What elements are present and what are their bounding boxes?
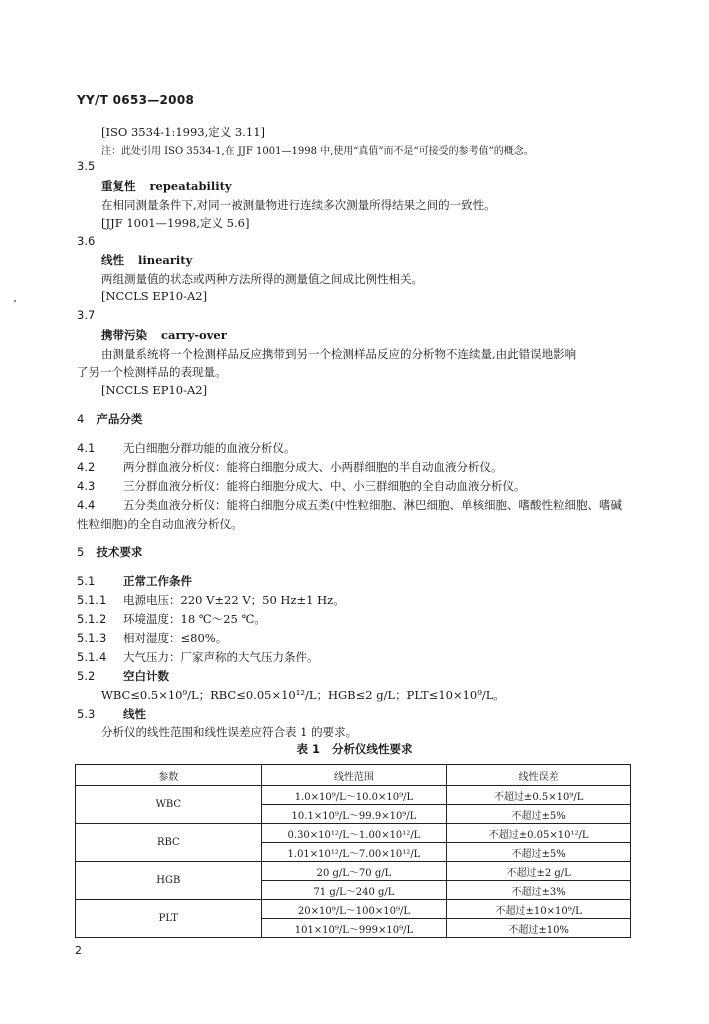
term-number: 3.7: [77, 308, 96, 322]
table-header-cell: 线性误差: [447, 765, 631, 786]
clause-text: 环境温度：18 ℃～25 ℃。: [123, 612, 266, 626]
term-zh: 重复性: [101, 179, 136, 193]
linearity-text: 分析仪的线性范围和线性误差应符合表 1 的要求。: [101, 725, 358, 739]
subsection-heading: [77, 706, 146, 722]
term-source: [NCCLS EP10-A2]: [101, 289, 208, 303]
section-heading: [77, 411, 142, 427]
term-zh: 线性: [101, 253, 124, 267]
term-source: [JJF 1001—1998,定义 5.6]: [101, 216, 250, 230]
range-cell: 20×10⁹/L～100×10⁹/L: [261, 900, 447, 919]
clause-number: 5.1: [77, 574, 96, 588]
clause-text: 电源电压：220 V±22 V；50 Hz±1 Hz。: [123, 593, 345, 607]
clause-number: 4.3: [77, 479, 96, 493]
term-heading: [101, 178, 232, 194]
table-row: [76, 862, 631, 881]
clause: [77, 649, 319, 665]
term-definition: 两组测量值的状态或两种方法所得的测量值之间成比例性相关。: [101, 272, 423, 286]
error-cell: 不超过±10×10⁹/L: [447, 900, 631, 919]
range-cell: 10.1×10⁹/L～99.9×10⁹/L: [261, 805, 447, 824]
clause: [77, 478, 526, 494]
term-en: linearity: [138, 253, 193, 267]
clause: [77, 440, 296, 456]
subsection-title: 线性: [123, 707, 146, 721]
clause-text: 相对湿度：≤80%。: [123, 631, 228, 645]
error-cell: 不超过±10%: [447, 919, 631, 938]
clause-number: 5.2: [77, 669, 96, 683]
param-cell: RBC: [76, 824, 262, 862]
subsection-title: 正常工作条件: [123, 574, 192, 588]
linearity-table: [75, 764, 631, 938]
term-number: 3.5: [77, 159, 96, 173]
clause-number: 5.1.1: [77, 593, 107, 607]
standard-number: YY/T 0653—2008: [77, 93, 195, 107]
param-cell: HGB: [76, 862, 262, 900]
error-cell: 不超过±0.5×10⁹/L: [447, 786, 631, 805]
term-definition: 在相同测量条件下,对同一被测量物进行连续多次测量所得结果之间的一致性。: [101, 198, 496, 212]
table-header-cell: 参数: [76, 765, 262, 786]
table-caption-number: 表 1: [296, 742, 320, 756]
error-cell: 不超过±0.05×10¹²/L: [447, 824, 631, 843]
range-cell: 0.30×10¹²/L～1.00×10¹²/L: [261, 824, 447, 843]
clause: [77, 459, 503, 475]
section-title: 技术要求: [96, 545, 143, 559]
range-cell: 101×10⁹/L～999×10⁹/L: [261, 919, 447, 938]
clause-number: 4.4: [77, 498, 96, 512]
clause: [77, 592, 345, 608]
page-number: 2: [75, 944, 82, 957]
term-source: [NCCLS EP10-A2]: [101, 383, 208, 397]
error-cell: 不超过±5%: [447, 805, 631, 824]
term-en: carry-over: [161, 328, 227, 342]
table-row: [76, 824, 631, 843]
table-header-row: [76, 765, 631, 786]
clause: [77, 611, 266, 627]
error-cell: 不超过±2 g/L: [447, 862, 631, 881]
clause-number: 5.1.3: [77, 631, 107, 645]
section-heading: [77, 544, 142, 560]
clause-number: 5.3: [77, 707, 96, 721]
subsection-heading: [77, 668, 169, 684]
blank-count-limits: WBC≤0.5×10⁹/L；RBC≤0.05×10¹²/L；HGB≤2 g/L；PLT≤10×10⁹/L。: [101, 688, 505, 702]
clause-number: 5.1.2: [77, 612, 107, 626]
error-cell: 不超过±3%: [447, 881, 631, 900]
subsection-title: 空白计数: [123, 669, 169, 683]
clause-text: 三分群血液分析仪：能将白细胞分成大、中、小三群细胞的全自动血液分析仪。: [123, 479, 526, 493]
subsection-heading: [77, 573, 192, 589]
term-heading: [101, 252, 192, 268]
table-row: [76, 900, 631, 919]
reference-note: 注：此处引用 ISO 3534-1,在 JJF 1001—1998 中,使用“真值”而不是“可接受的参考值”的概念。: [101, 146, 534, 157]
clause-text-cont: 性粒细胞)的全自动血液分析仪。: [77, 517, 243, 531]
clause-number: 5.1.4: [77, 650, 107, 664]
iso-reference: [ISO 3534-1:1993,定义 3.11]: [101, 125, 266, 139]
clause: [77, 630, 227, 646]
section-number: 4: [77, 412, 85, 426]
clause-text: 大气压力：厂家声称的大气压力条件。: [123, 650, 319, 664]
term-number: 3.6: [77, 234, 96, 248]
range-cell: 1.0×10⁹/L～10.0×10⁹/L: [261, 786, 447, 805]
term-zh: 携带污染: [101, 328, 147, 342]
table-caption: [0, 741, 709, 757]
param-cell: PLT: [76, 900, 262, 938]
range-cell: 1.01×10¹²/L～7.00×10¹²/L: [261, 843, 447, 862]
error-cell: 不超过±5%: [447, 843, 631, 862]
clause-number: 4.2: [77, 460, 96, 474]
table-header-cell: 线性范围: [261, 765, 447, 786]
clause-number: 4.1: [77, 441, 96, 455]
scan-speck: [14, 300, 16, 302]
term-en: repeatability: [149, 179, 232, 193]
term-definition: 由测量系统将一个检测样品反应携带到另一个检测样品反应的分析物不连续量,由此错误地影响: [101, 347, 577, 361]
term-definition-cont: 了另一个检测样品的表现量。: [77, 365, 227, 379]
section-number: 5: [77, 545, 85, 559]
range-cell: 20 g/L～70 g/L: [261, 862, 447, 881]
clause-text: 两分群血液分析仪：能将白细胞分成大、小两群细胞的半自动血液分析仪。: [123, 460, 503, 474]
clause-text: 无白细胞分群功能的血液分析仪。: [123, 441, 296, 455]
param-cell: WBC: [76, 786, 262, 824]
section-title: 产品分类: [96, 412, 143, 426]
range-cell: 71 g/L～240 g/L: [261, 881, 447, 900]
clause: [77, 497, 622, 513]
table-caption-title: 分析仪线性要求: [332, 742, 413, 756]
clause-text: 五分类血液分析仪：能将白细胞分成五类(中性粒细胞、淋巴细胞、单核细胞、嗜酸性粒细胞、嗜碱: [123, 498, 622, 512]
table-row: [76, 786, 631, 805]
term-heading: [101, 327, 227, 343]
